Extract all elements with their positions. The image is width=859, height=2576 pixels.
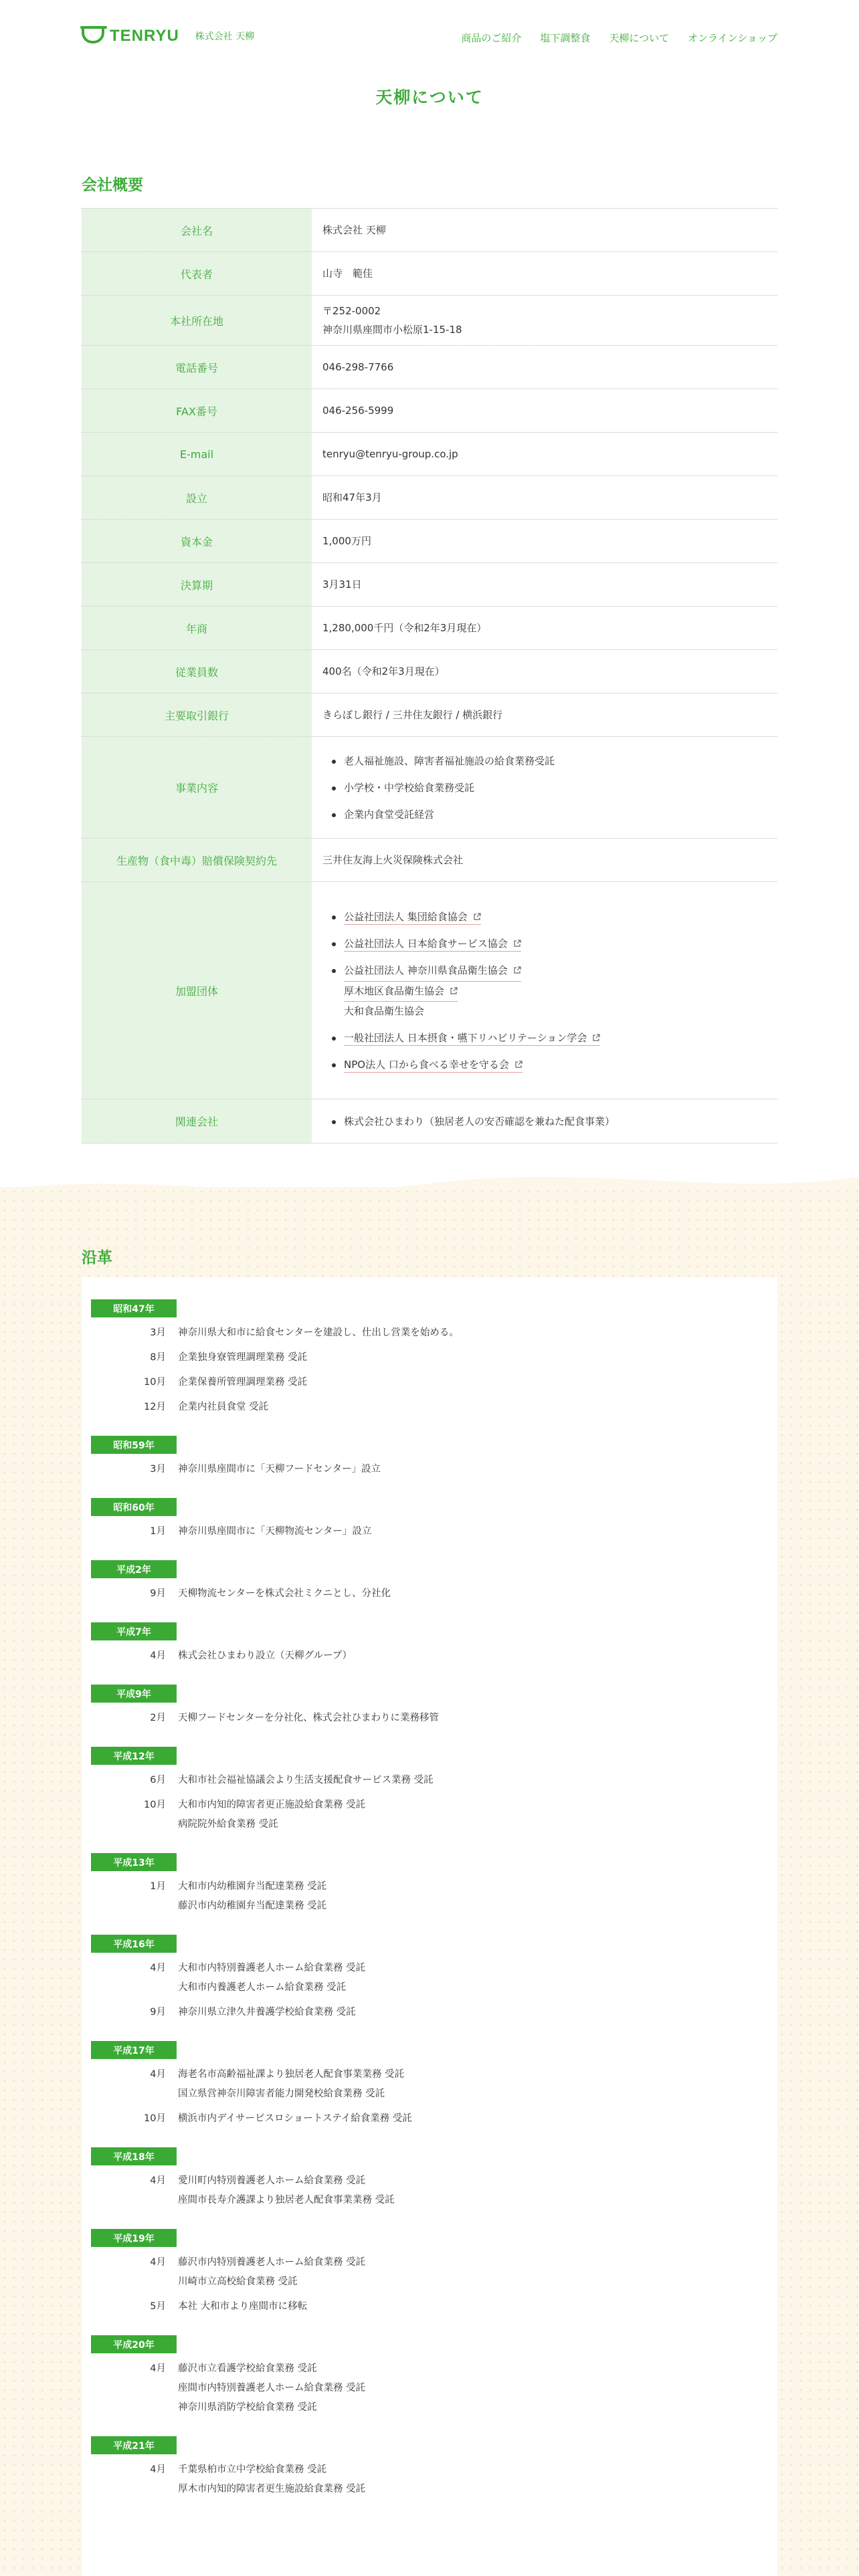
history-event: 8月 企業独身寮管理調理業務 受託 <box>150 1352 308 1363</box>
group-link[interactable]: 公益社団法人 集団給食協会 <box>344 911 481 925</box>
table-row <box>82 209 777 252</box>
table-row <box>82 433 777 476</box>
table-row <box>82 650 777 693</box>
row-label: 会社名 <box>82 209 312 251</box>
history-era <box>91 1498 767 1541</box>
logo[interactable] <box>82 27 254 45</box>
history-era <box>91 2335 767 2418</box>
business-list <box>322 748 767 828</box>
external-link-icon <box>514 1061 522 1069</box>
external-link-icon <box>592 1034 600 1042</box>
row-value <box>312 1099 777 1143</box>
history-era <box>91 2229 767 2317</box>
nav-products[interactable]: 商品のご紹介 <box>461 32 522 44</box>
group-link[interactable]: NPO法人 口から食べる幸せを守る会 <box>344 1059 522 1073</box>
era-badge: 平成21年 <box>91 2436 177 2454</box>
row-value: 〒252-0002 神奈川県座間市小松原1-15-18 <box>322 305 462 336</box>
row-label: E-mail <box>82 433 312 475</box>
history-event: 1月 大和市内幼稚園弁当配達業務 受託 藤沢市内幼稚園弁当配達業務 受託 <box>150 1881 327 1911</box>
company-table <box>82 208 777 1144</box>
table-row-groups <box>82 882 777 1099</box>
history-event: 1月 神奈川県座間市に「天柳物流センター」設立 <box>150 1526 372 1537</box>
history-era <box>91 2436 767 2499</box>
group-link[interactable]: 公益社団法人 神奈川県食品衛生協会 <box>344 961 521 982</box>
history-era <box>91 1685 767 1728</box>
history-event: 3月 神奈川県大和市に給食センターを建設し、仕出し営業を始める。 <box>150 1327 459 1338</box>
table-row <box>82 252 777 296</box>
history-era <box>91 1747 767 1834</box>
table-row <box>82 693 777 737</box>
era-badge: 平成17年 <box>91 2041 177 2059</box>
table-row <box>82 520 777 563</box>
groups-list <box>322 903 767 1078</box>
era-badge: 平成16年 <box>91 1935 177 1953</box>
list-item: 老人福祉施設、障害者福祉施設の給食業務受託 <box>322 748 767 774</box>
row-value: 1,000万円 <box>322 535 371 547</box>
era-badge: 昭和60年 <box>91 1498 177 1516</box>
logo-mark-icon <box>82 29 104 43</box>
history-event: 10月 企業保養所管理調理業務 受託 <box>144 1377 308 1388</box>
list-item: 企業内食堂受託経営 <box>322 801 767 828</box>
row-value: 046-256-5999 <box>322 405 394 417</box>
history-event: 4月 藤沢市立看護学校給食業務 受託 座間市内特別養護老人ホーム給食業務 受託 神奈川県消防学校給食業務 受託 <box>150 2363 366 2413</box>
row-label: 設立 <box>82 476 312 519</box>
table-row-related <box>82 1099 777 1144</box>
history-era <box>91 1436 767 1479</box>
external-link-icon <box>513 940 521 948</box>
group-sub-text: 大和食品衛生協会 <box>344 1004 425 1017</box>
history-era <box>91 1560 767 1604</box>
row-label: 生産物（食中毒）賠償保険契約先 <box>82 839 312 881</box>
history-event: 9月 神奈川県立津久井養護学校給食業務 受託 <box>150 2007 356 2018</box>
history-event: 9月 天柳物流センターを株式会社ミクニとし、分社化 <box>150 1588 391 1599</box>
row-value: 株式会社 天柳 <box>322 224 386 236</box>
era-badge: 平成20年 <box>91 2335 177 2353</box>
nav-online-shop[interactable]: オンラインショップ <box>688 32 777 44</box>
site-header <box>82 27 777 51</box>
era-badge: 昭和59年 <box>91 1436 177 1454</box>
table-row <box>82 839 777 882</box>
history-era <box>91 2041 767 2129</box>
history-event: 4月 藤沢市内特別養護老人ホーム給食業務 受託 川崎市立高校給食業務 受託 <box>150 2257 366 2287</box>
row-label: 事業内容 <box>82 737 312 838</box>
list-item <box>322 930 767 957</box>
row-label: 従業員数 <box>82 650 312 693</box>
history-event: 12月 企業内社員食堂 受託 <box>144 1402 269 1412</box>
era-badge: 平成19年 <box>91 2229 177 2247</box>
logo-text: TENRYU <box>110 27 179 45</box>
related-list <box>322 1108 767 1135</box>
list-item: 小学校・中学校給食業務受託 <box>322 774 767 801</box>
history-era <box>91 1299 767 1417</box>
history-era <box>91 1622 767 1666</box>
history-event: 4月 千葉県柏市立中学校給食業務 受託 厚木市内知的障害者更生施設給食業務 受託 <box>150 2464 366 2494</box>
row-label: 決算期 <box>82 563 312 606</box>
row-value: 山寺 範佳 <box>322 267 373 280</box>
history-event: 4月 海老名市高齢福祉課より独居老人配食事業業務 受託 国立県営神奈川障害者能力開発校給食業務 受託 <box>150 2069 405 2099</box>
table-row <box>82 563 777 607</box>
row-label: 主要取引銀行 <box>82 693 312 736</box>
group-link[interactable]: 一般社団法人 日本摂食・嚥下リハビリテーション学会 <box>344 1032 600 1046</box>
era-badge: 昭和47年 <box>91 1299 177 1317</box>
era-badge: 平成9年 <box>91 1685 177 1703</box>
era-badge: 平成2年 <box>91 1560 177 1578</box>
history-event: 4月 愛川町内特別養護老人ホーム給食業務 受託 座間市長寿介護課より独居老人配食事業業務 受託 <box>150 2175 395 2206</box>
global-nav <box>461 31 777 45</box>
row-label: 資本金 <box>82 520 312 562</box>
row-value <box>312 882 777 1099</box>
era-badge: 平成12年 <box>91 1747 177 1765</box>
list-item <box>322 1051 767 1078</box>
history-event: 4月 株式会社ひまわり設立（天柳グループ） <box>150 1650 352 1661</box>
group-sub-link[interactable]: 厚木地区食品衛生協会 <box>344 982 458 1002</box>
row-value: 3月31日 <box>322 578 362 591</box>
row-label: 加盟団体 <box>82 882 312 1099</box>
list-item: 株式会社ひまわり（独居老人の安否確認を兼ねた配食事業） <box>322 1108 767 1135</box>
company-name: 株式会社 天柳 <box>195 31 255 42</box>
row-value: 1,280,000千円（令和2年3月現在） <box>322 622 487 634</box>
nav-diet[interactable]: 塩下調整食 <box>540 32 591 44</box>
list-item <box>322 1025 767 1051</box>
table-row-business <box>82 737 777 839</box>
row-label: 代表者 <box>82 252 312 295</box>
history-section-title: 沿革 <box>82 1249 112 1267</box>
row-value <box>312 737 777 838</box>
external-link-icon <box>450 987 458 995</box>
row-value: 昭和47年3月 <box>322 492 382 504</box>
table-row <box>82 607 777 650</box>
history-event: 2月 天柳フードセンターを分社化、株式会社ひまわりに業務移管 <box>150 1713 440 1723</box>
history-timeline <box>91 1299 767 2499</box>
table-row <box>82 389 777 433</box>
row-label: 本社所在地 <box>82 296 312 345</box>
row-value: きらぼし銀行 / 三井住友銀行 / 横浜銀行 <box>322 709 503 721</box>
row-label: 年商 <box>82 607 312 649</box>
history-event: 6月 大和市社会福祉協議会より生活支援配食サービス業務 受託 <box>150 1775 434 1786</box>
row-label: 関連会社 <box>82 1099 312 1143</box>
row-value: tenryu@tenryu-group.co.jp <box>322 448 458 460</box>
history-era <box>91 1935 767 2022</box>
list-item <box>322 903 767 930</box>
table-row <box>82 476 777 520</box>
history-era <box>91 1853 767 1916</box>
company-section-title: 会社概要 <box>82 177 143 194</box>
era-badge: 平成18年 <box>91 2147 177 2165</box>
history-event: 3月 神奈川県座間市に「天柳フードセンター」設立 <box>150 1464 381 1475</box>
row-label: FAX番号 <box>82 389 312 432</box>
history-era <box>91 2147 767 2210</box>
table-row <box>82 346 777 389</box>
era-badge: 平成7年 <box>91 1622 177 1640</box>
external-link-icon <box>513 966 521 974</box>
row-label: 電話番号 <box>82 346 312 389</box>
list-item <box>322 957 767 1025</box>
row-value: 400名（令和2年3月現在） <box>322 665 445 677</box>
nav-about[interactable]: 天柳について <box>609 32 670 44</box>
row-value: 三井住友海上火災保険株式会社 <box>322 854 464 866</box>
external-link-icon <box>473 913 481 921</box>
table-row <box>82 296 777 346</box>
history-event: 10月 横浜市内デイサービスロショートステイ給食業務 受託 <box>144 2113 412 2124</box>
history-event: 4月 大和市内特別養護老人ホーム給食業務 受託 大和市内養護老人ホーム給食業務 受託 <box>150 1963 366 1993</box>
row-value: 046-298-7766 <box>322 361 394 373</box>
history-event: 5月 本社 大和市より座間市に移転 <box>150 2301 308 2312</box>
page-title: 天柳について <box>375 88 484 107</box>
group-link[interactable]: 公益社団法人 日本給食サービス協会 <box>344 938 521 952</box>
era-badge: 平成13年 <box>91 1853 177 1871</box>
history-event: 10月 大和市内知的障害者更正施設給食業務 受託 病院院外給食業務 受託 <box>144 1800 366 1830</box>
